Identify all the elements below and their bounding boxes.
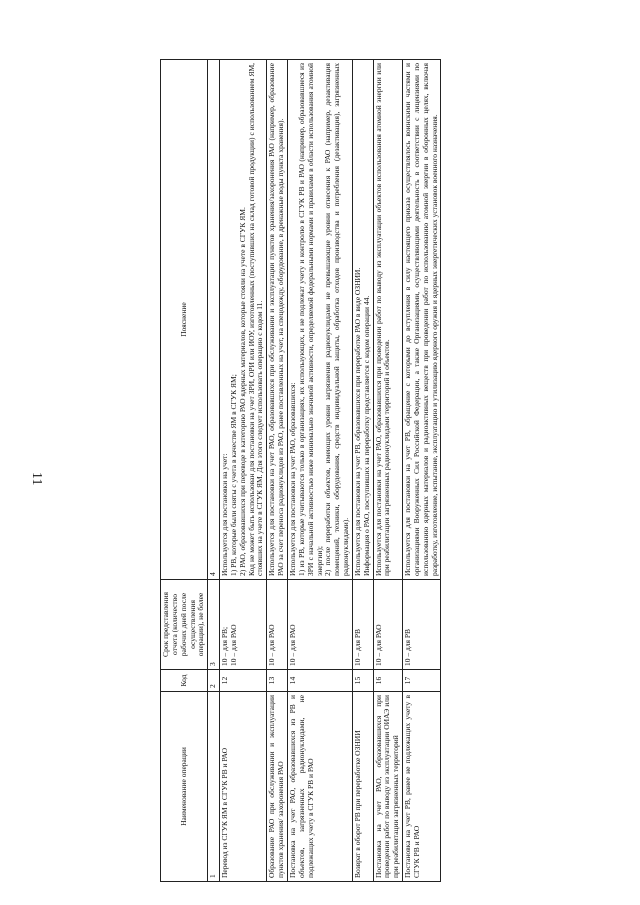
page-number: 11 [29,472,44,486]
deadline-line: 10 – для РАО [228,624,238,666]
table-row [373,60,403,882]
column-number: 4 [208,60,220,580]
explanation-line: Используется для постановки на учет РАО, образовавшихся при проведении работ по выводу из эксплуатации объектов использования атомной энергии или при реабилитации загрязненных радионуклидами территорий и объектов. [373,63,392,576]
header-operation-name: Наименование операции [161,692,208,882]
deadline-line: 10 – для РВ [352,628,362,666]
operation-name-cell: Возврат в оборот РВ при переработке ОЗНИИ [352,692,373,882]
table-row [352,60,373,882]
deadline-line: 10 – для РАО [373,624,383,666]
explanation-line: 2) после переработки объектов, имеющих уровни загрязнения радионуклидами не превышающие уровни отнесения к РАО (например, дезактивация помещений, техники, оборудования, средств индивидуальной защиты, обработка отходов производства и потребления (дезактивация), загрязненных радионуклидами). [323,63,351,576]
table-row [220,60,267,882]
operation-name-cell: Постановка на учет РАО, образовавшихся при проведении работ по выводу из эксплуатации ОИАЭ или при реабилитации загрязненных территорий [373,692,403,882]
explanation-cell [352,60,373,580]
code-cell: 16 [373,670,403,692]
explanation-line: 2) РАО, образовавшихся при переводе в категорию РАО ядерных материалов, которые стояли на учете в СГУК ЯМ. [237,207,247,576]
explanation-line: Используется для постановки на учет РВ, обращение с которыми до вступления в силу настоящего приказа осуществлялось воинскими частями и организациями Вооруженных Сил Российской Федерации, а также Организациями, осуществляющими деятельность в соответствии с лицензиями по использованию ядерных материалов и радиоактивных веществ при проведении работ по использованию атомной энергии в оборонных целях, включая разработку, изготовление, испытание, эксплуатацию и утилизацию ядерного оружия и ядерных энергетических установок военного назначения. [403,63,439,576]
explanation-cell [267,60,288,580]
deadline-line: 10 – для РВ [403,628,413,666]
code-cell: 13 [267,670,288,692]
code-cell: 15 [352,670,373,692]
header-deadline: Срок представления отчета (количество рабочих дней после осуществления операции), не более [161,580,208,670]
explanation-line: 1) из РВ, которые учитываются только в организациях, их использующих, и не подлежат учету и контролю в СГУК РВ и РАО (например, образовавшиеся из ЗРИ с начальной активностью ниже минимально значимой активности, определяемой федеральными нормами и правилами в области использования атомной энергии); [296,63,324,576]
explanation-line: Используется для постановки на учет: [220,453,230,576]
explanation-cell [403,60,441,580]
code-cell: 14 [287,670,352,692]
operations-table [160,59,441,882]
operation-name-cell: Перевод из СГУК ЯМ в СГУК РВ и РАО [220,692,267,882]
deadline-cell [267,580,288,670]
explanation-line: 1) РВ, которые были сняты с учета в качестве ЯМ в СГУК ЯМ; [228,374,238,576]
explanation-cell [287,60,352,580]
deadline-line: 10 – для РВ; [220,626,230,666]
explanation-cell [220,60,267,580]
header-row [161,60,208,882]
column-number-row [208,60,220,882]
deadline-cell [373,580,403,670]
column-number: 1 [208,692,220,882]
header-explanation: Пояснение [161,60,208,580]
explanation-line: Используется для постановки на учет РВ, образовавшихся при переработке РАО в виде ОЗНИИ. [352,267,362,576]
table-row [287,60,352,882]
deadline-line: 10 – для РАО [267,624,277,666]
rotated-table-container [160,60,570,882]
deadline-cell [287,580,352,670]
code-cell: 12 [220,670,267,692]
table-row [403,60,441,882]
deadline-cell [403,580,441,670]
table-row [267,60,288,882]
explanation-line: Используется для постановки на учет РАО, образовавшихся при обслуживании и эксплуатации пунктов хранения/захоронения РАО (например, образование РАО за счет переноса радионуклидов из РАО, ранее поставленных на учет, на спецодежду, оборудование, в дренажные воды пункта хранения). [267,63,286,576]
column-number: 3 [208,580,220,670]
operation-name-cell: Постановка на учет РВ, ранее не подлежащих учету в СГУК РВ и РАО [403,692,441,882]
explanation-cell [373,60,403,580]
deadline-cell [352,580,373,670]
header-code: Код [161,670,208,692]
explanation-line: Используется для постановки на учет РАО, образовавшихся: [287,382,297,576]
deadline-cell [220,580,267,670]
code-cell: 17 [403,670,441,692]
explanation-line: Код не может быть использован для постановки на учет ЗРИ, ОРИ или ИОУ, изготовленных (поступивших на склад готовой продукции) с использованием ЯМ, стоявших на учете в СГУК ЯМ. Для этого следует использовать операцию с кодом 11. [246,63,265,576]
column-number: 2 [208,670,220,692]
explanation-line: Информация о РАО, поступивших на переработку представляется с кодом операции 44. [361,295,371,576]
deadline-line: 10 – для РАО [287,624,297,666]
operation-name-cell: Постановка на учет РАО, образовавшихся из РВ и объектов, загрязненных радионуклидами, не подлежащих учету в СГУК РВ и РАО [287,692,352,882]
operation-name-cell: Образование РАО при обслуживании и эксплуатации пунктов хранения/ захоронения РАО [267,692,288,882]
